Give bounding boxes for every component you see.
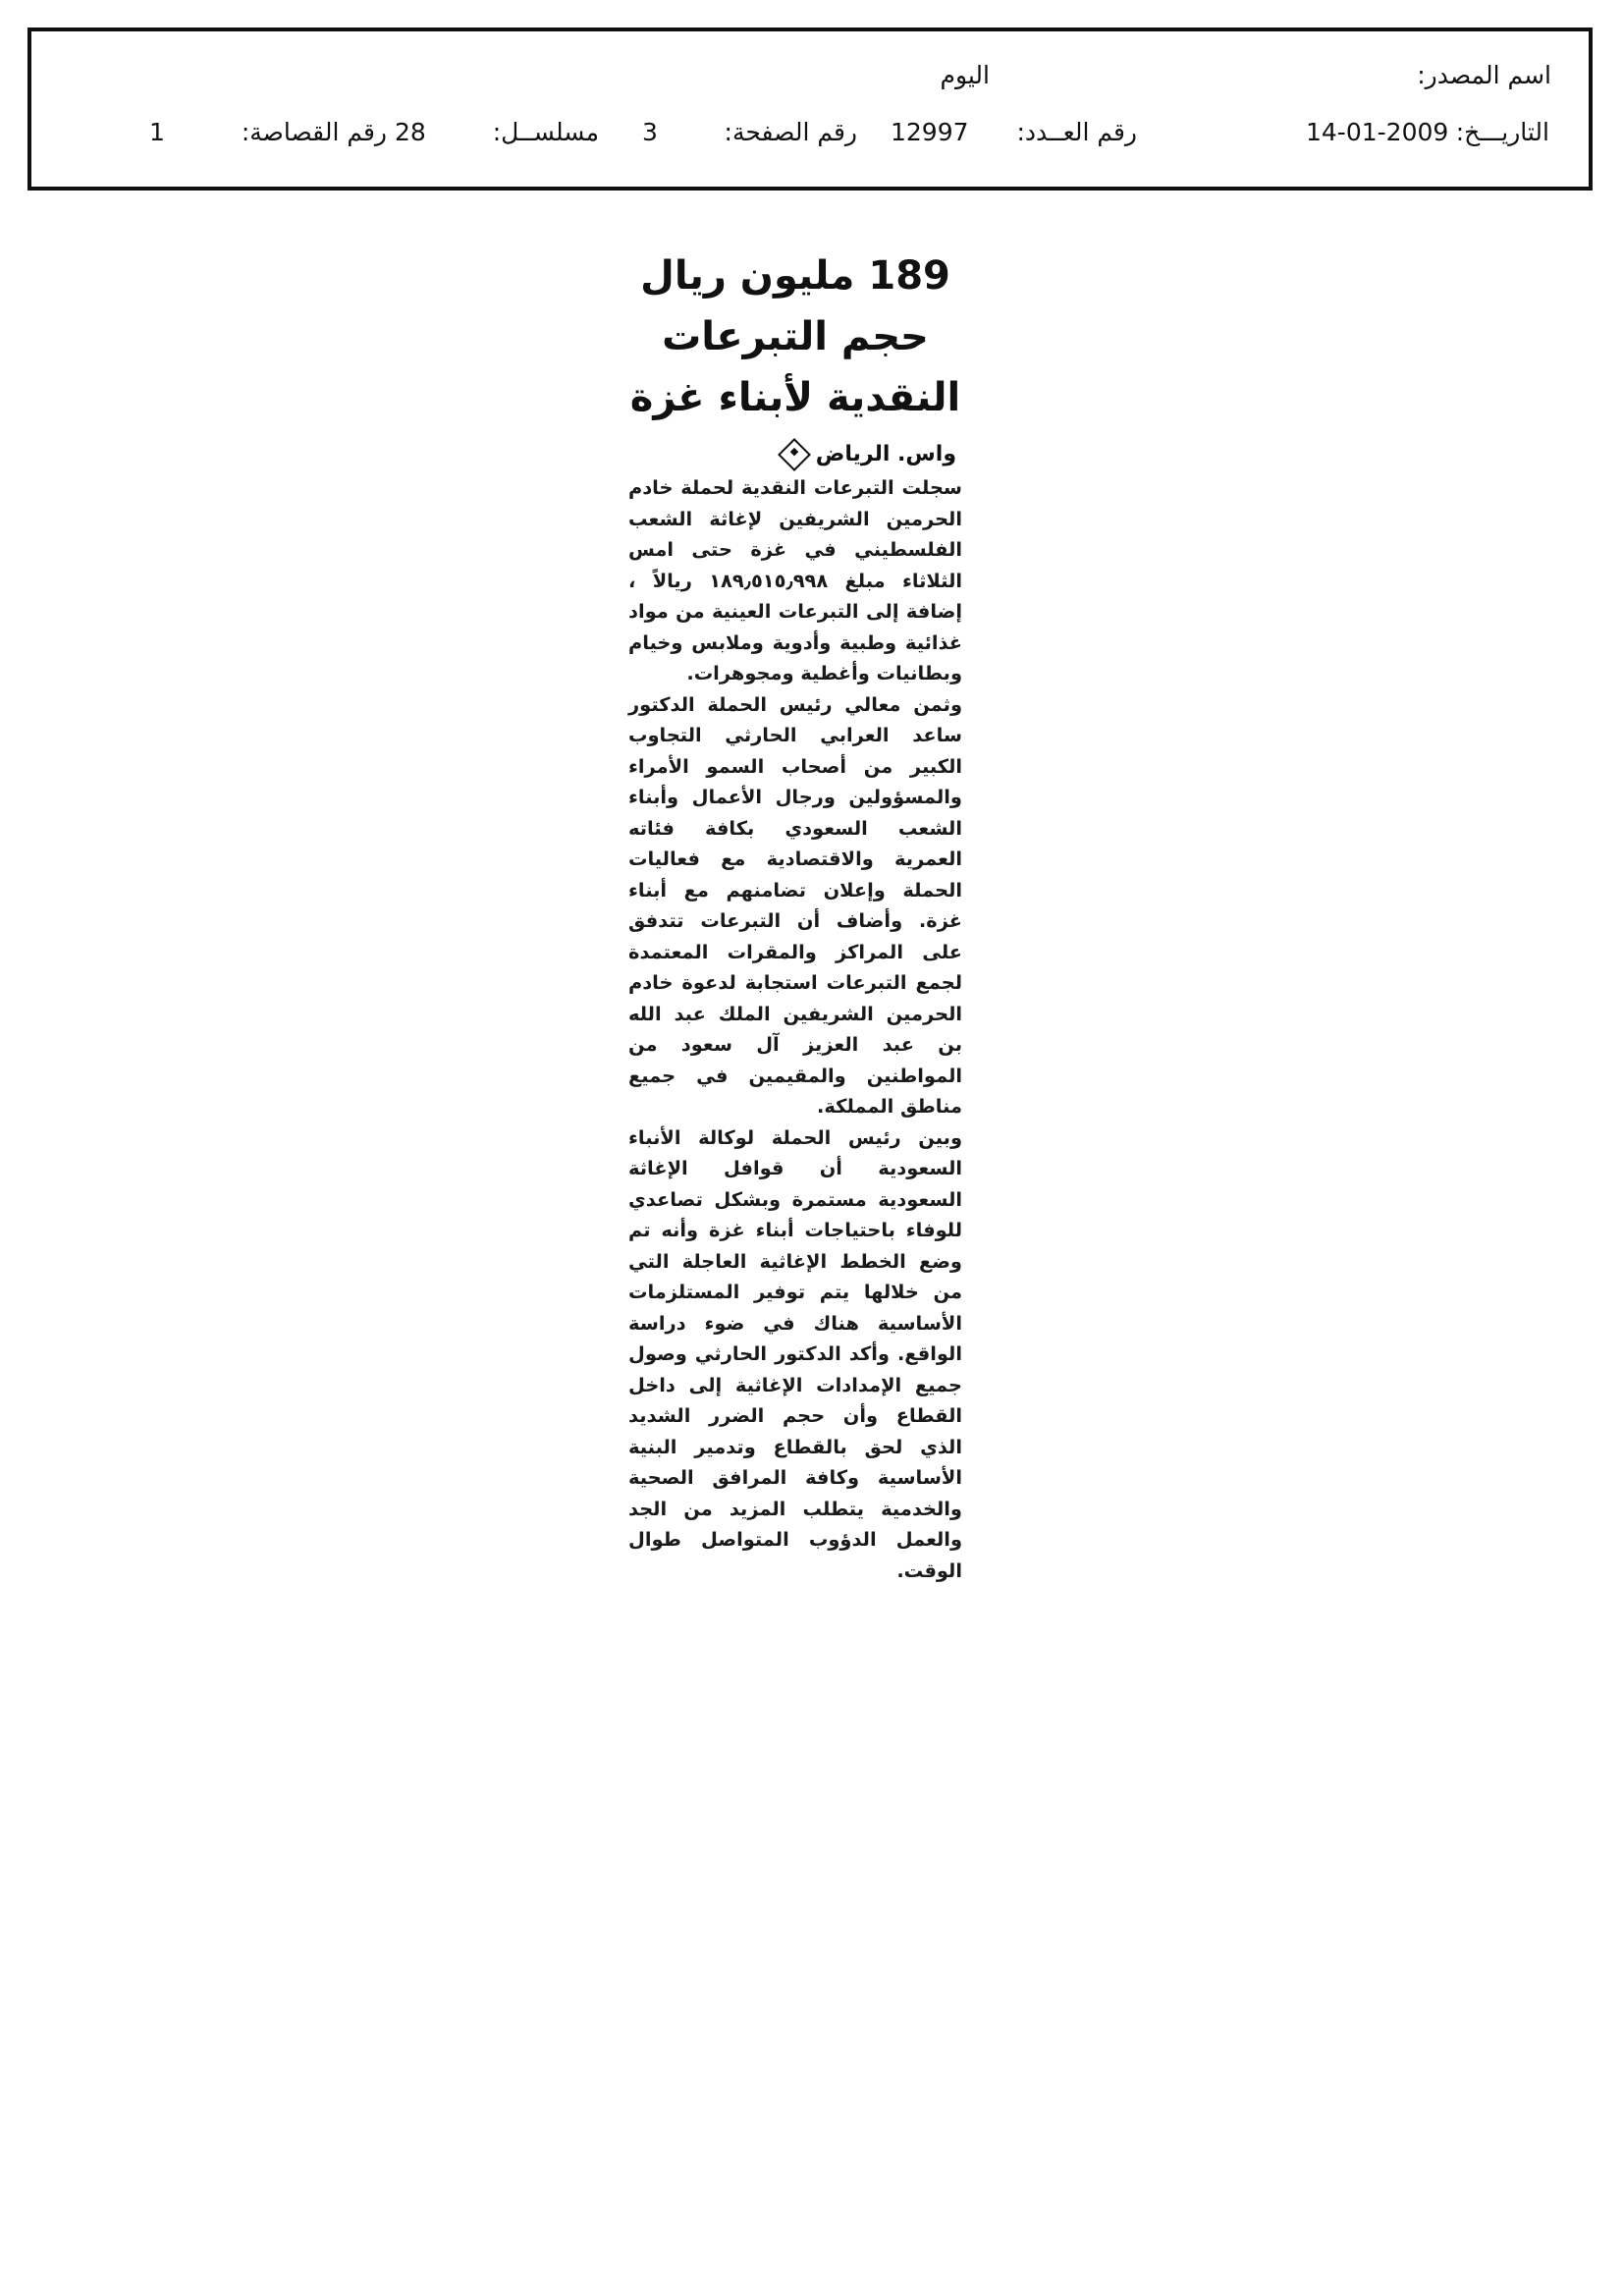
dateline [628, 442, 956, 466]
headline-line-3: النقدية لأبناء غزة [629, 375, 961, 420]
article-paragraph-1: سجلت التبرعات النقدية لحملة خادم الحرمين الشريفين لإغاثة الشعب الفلسطيني في غزة حتى امس الثلاثاء مبلغ ١٨٩٫٥١٥٫٩٩٨ ريالاً ، إضافة إلى التبرعات العينية من مواد غذائية وطبية وأدوية وملابس وخيام وبطانيات وأغطية ومجوهرات. [628, 476, 962, 684]
source-value: اليوم [940, 61, 990, 89]
article-paragraph-3: وبين رئيس الحملة لوكالة الأنباء السعودية أن قوافل الإغاثة السعودية مستمرة وبشكل تصاعدي للوفاء باحتياجات أبناء غزة وأنه تم وضع الخطط الإغاثية العاجلة التي من خلالها يتم توفير المستلزمات الأساسية هناك في ضوء دراسة الواقع. وأكد الدكتور الحارثي وصول جميع الإمدادات الإغاثية إلى داخل القطاع وأن حجم الضرر الشديد الذي لحق بالقطاع وتدمير البنية الأساسية وكافة المرافق الصحية والخدمية يتطلب المزيد من الجد والعمل الدؤوب المتواصل طوال الوقت. [628, 1125, 962, 1582]
dateline-text: واس. الرياض [815, 442, 956, 466]
diamond-bullet-icon [778, 438, 811, 471]
date-value: 14-01-2009 [1306, 118, 1449, 146]
source-label: اسم المصدر: [1417, 61, 1551, 89]
headline [628, 246, 962, 428]
page-label: رقم الصفحة: [724, 118, 857, 146]
headline-line-2: حجم التبرعات [662, 314, 929, 359]
clip-value: 1 [149, 118, 165, 146]
issue-label: رقم العــدد: [1016, 118, 1137, 146]
page-value: 3 [642, 118, 658, 146]
issue-value: 12997 [891, 118, 969, 146]
serial-label: مسلســل: [492, 118, 599, 146]
serial-value: 28 [395, 118, 426, 146]
article [628, 246, 962, 1586]
clipping-header [27, 27, 1593, 191]
article-paragraph-2: وثمن معالي رئيس الحملة الدكتور ساعد العرابي الحارثي التجاوب الكبير من أصحاب السمو الأمراء والمسؤولين ورجال الأعمال وأبناء الشعب السعودي بكافة فئاته العمرية والاقتصادية مع فعاليات الحملة وإعلان تضامنهم مع أبناء غزة. وأضاف أن التبرعات تتدفق على المراكز والمقرات المعتمدة لجمع التبرعات استجابة لدعوة خادم الحرمين الشريفين الملك عبد الله بن عبد العزيز آل سعود من المواطنين والمقيمين في جميع مناطق المملكة. [628, 692, 962, 1118]
clip-label: رقم القصاصة: [241, 118, 387, 146]
headline-line-1: 189 مليون ريال [640, 253, 950, 299]
date-label: التاريـــخ: [1455, 118, 1549, 146]
